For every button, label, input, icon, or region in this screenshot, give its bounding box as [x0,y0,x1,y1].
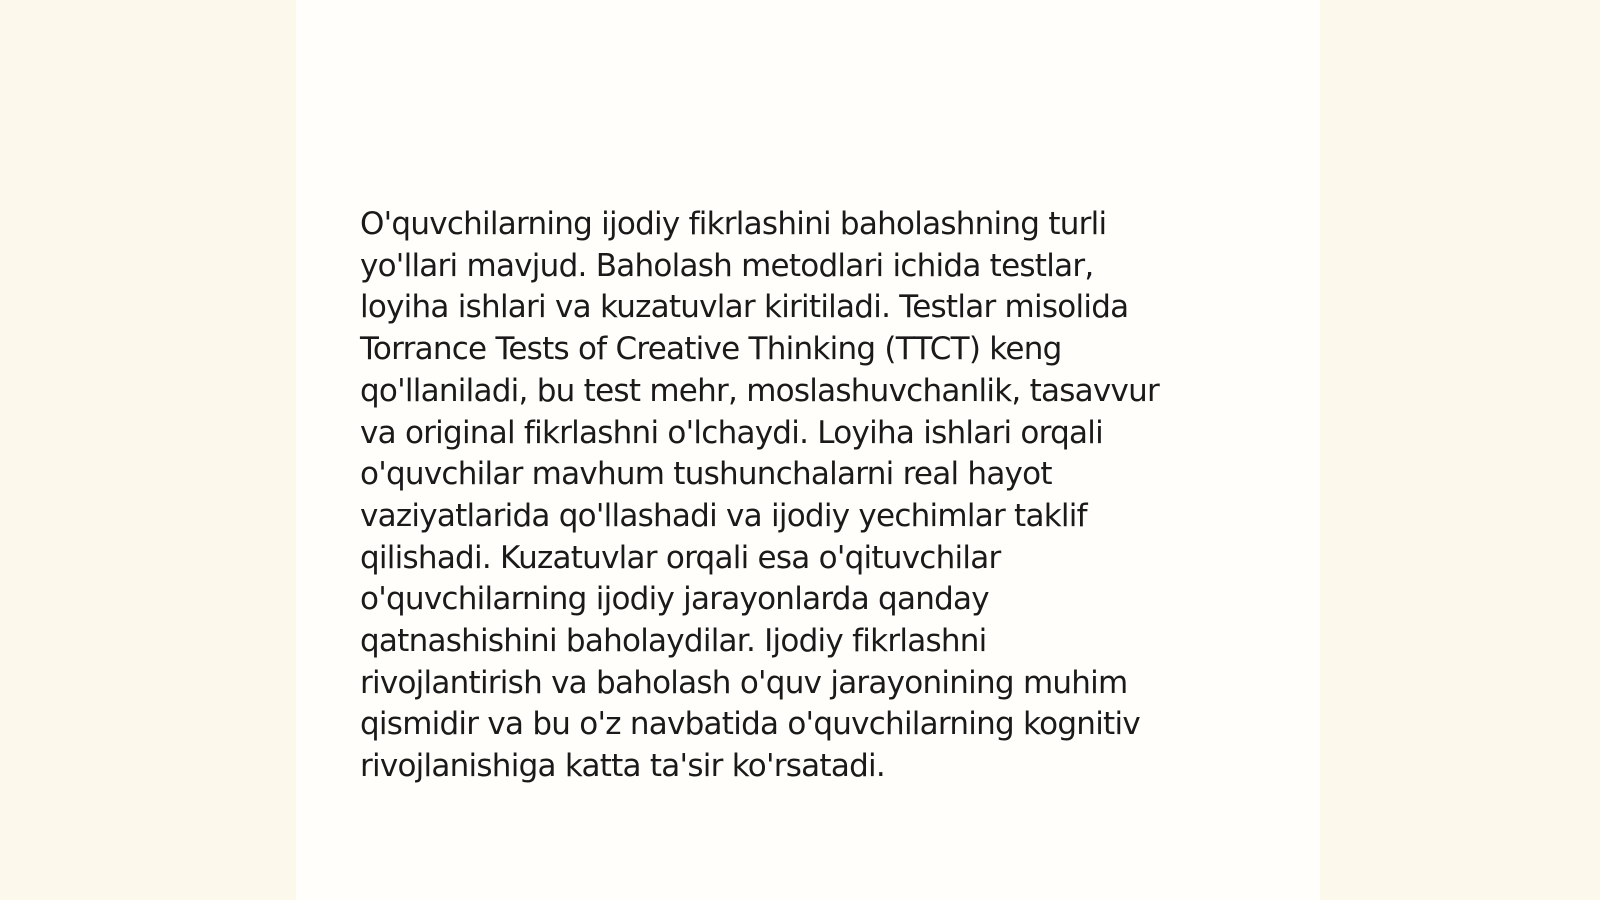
body-paragraph [360,204,1240,788]
paragraph-line: Torrance Tests of Creative Thinking (TTCT) keng [360,331,1062,368]
paragraph-line: va original fikrlashni o'lchaydi. Loyiha ishlari orqali [360,414,1103,451]
paragraph-line: rivojlantirish va baholash o'quv jarayonining muhim [360,664,1128,701]
paragraph-line: o'quvchilar mavhum tushunchalarni real hayot [360,456,1052,493]
paragraph-line: qo'llaniladi, bu test mehr, moslashuvchanlik, tasavvur [360,372,1160,409]
document-page [296,0,1320,900]
paragraph-line: O'quvchilarning ijodiy fikrlashini baholashning turli [360,206,1107,242]
paragraph-line: o'quvchilarning ijodiy jarayonlarda qanday [360,581,989,618]
paragraph-line: qatnashishini baholaydilar. Ijodiy fikrlashni [360,623,987,660]
paragraph-line: rivojlanishiga katta ta'sir ko'rsatadi. [360,748,885,785]
paragraph-line: qilishadi. Kuzatuvlar orqali esa o'qituvchilar [360,539,1001,576]
paragraph-line: qismidir va bu o'z navbatida o'quvchilarning kognitiv [360,706,1140,743]
paragraph-line: yo'llari mavjud. Baholash metodlari ichida testlar, [360,247,1094,284]
paragraph-line: loyiha ishlari va kuzatuvlar kiritiladi. Testlar misolida [360,289,1129,326]
paragraph-line: vaziyatlarida qo'llashadi va ijodiy yechimlar taklif [360,497,1087,534]
